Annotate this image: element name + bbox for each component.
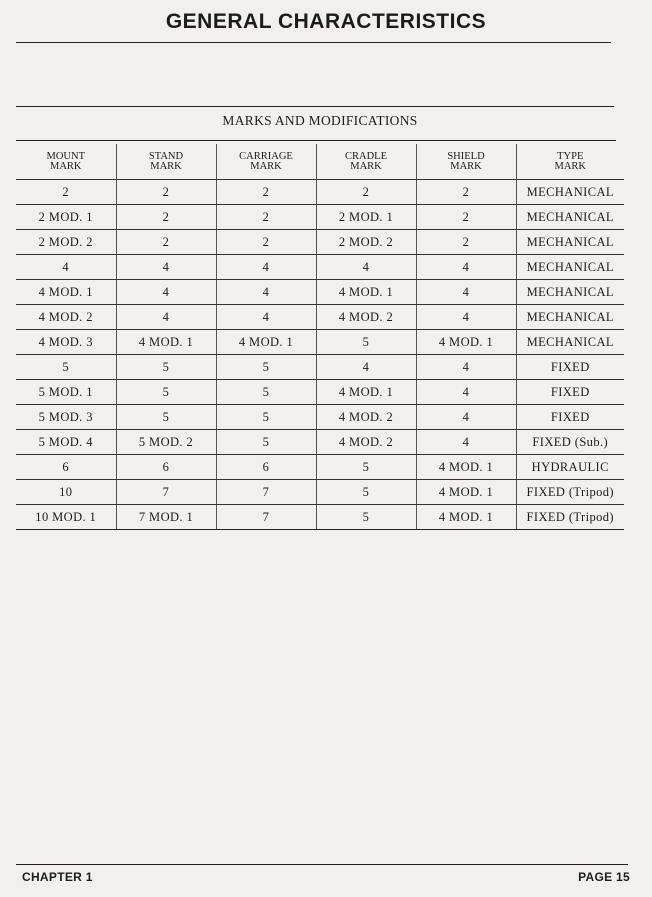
section-title: MARKS AND MODIFICATIONS	[222, 113, 418, 128]
table-cell: 2	[416, 180, 516, 205]
table-cell: 4 MOD. 2	[316, 305, 416, 330]
table-row	[16, 455, 624, 480]
table-cell: FIXED	[516, 405, 624, 430]
table-cell: 4	[116, 255, 216, 280]
table-row	[16, 430, 624, 455]
table-row	[16, 205, 624, 230]
table-cell: 4 MOD. 1	[16, 280, 116, 305]
section-top-rule	[16, 106, 614, 107]
table-cell: 7	[216, 505, 316, 530]
table-cell: 5	[116, 380, 216, 405]
table-cell: 2 MOD. 2	[16, 230, 116, 255]
table-cell: 4	[416, 355, 516, 380]
footer-rule	[16, 864, 628, 865]
marks-table	[16, 144, 624, 530]
table-cell: 5	[216, 380, 316, 405]
table-cell: 4	[416, 280, 516, 305]
table-cell: FIXED	[516, 355, 624, 380]
table-cell: 4 MOD. 1	[116, 330, 216, 355]
table-cell: 6	[216, 455, 316, 480]
column-header-line1: SHIELD	[447, 150, 485, 162]
table-cell: 4 MOD. 1	[416, 330, 516, 355]
header-row	[16, 144, 624, 180]
table-cell: 2	[216, 205, 316, 230]
table-row	[16, 305, 624, 330]
table-cell: MECHANICAL	[516, 305, 624, 330]
table-row	[16, 255, 624, 280]
table-cell: 2	[416, 230, 516, 255]
section-bottom-rule	[16, 140, 616, 141]
table-cell: 4 MOD. 1	[416, 505, 516, 530]
table-cell: 7	[216, 480, 316, 505]
column-header-line1: CRADLE	[345, 150, 387, 162]
table-row	[16, 230, 624, 255]
column-header	[16, 144, 116, 180]
table-cell: 4	[416, 430, 516, 455]
table-cell: MECHANICAL	[516, 280, 624, 305]
table-cell: 4	[416, 255, 516, 280]
table-cell: 5	[216, 430, 316, 455]
table-cell: 10 MOD. 1	[16, 505, 116, 530]
table-cell: 5 MOD. 2	[116, 430, 216, 455]
table-cell: MECHANICAL	[516, 180, 624, 205]
table-cell: 5 MOD. 4	[16, 430, 116, 455]
table-cell: 4 MOD. 2	[16, 305, 116, 330]
table-cell: FIXED (Tripod)	[516, 505, 624, 530]
table-cell: FIXED	[516, 380, 624, 405]
column-header-line2: MARK	[49, 160, 82, 172]
column-header-line2: MARK	[554, 160, 586, 172]
marks-table-header	[16, 144, 624, 180]
table-cell: 7 MOD. 1	[116, 505, 216, 530]
table-cell: HYDRAULIC	[516, 455, 624, 480]
column-header	[516, 144, 624, 180]
table-cell: 4	[416, 405, 516, 430]
column-header-line1: TYPE	[557, 150, 584, 162]
table-cell: 10	[16, 480, 116, 505]
chapter-label: CHAPTER 1	[22, 870, 93, 884]
table-cell: 4 MOD. 2	[316, 430, 416, 455]
table-cell: 4	[216, 255, 316, 280]
table-cell: MECHANICAL	[516, 230, 624, 255]
table-cell: 2	[416, 205, 516, 230]
table-cell: 4 MOD. 1	[316, 280, 416, 305]
title-rule	[16, 42, 611, 43]
column-header	[416, 144, 516, 180]
table-cell: 5	[216, 405, 316, 430]
table-cell: 6	[116, 455, 216, 480]
table-cell: 5	[316, 505, 416, 530]
table-cell: FIXED (Sub.)	[516, 430, 624, 455]
table-cell: 2	[216, 230, 316, 255]
table-cell: 4	[16, 255, 116, 280]
table-cell: 4	[116, 280, 216, 305]
table-cell: FIXED (Tripod)	[516, 480, 624, 505]
table-cell: 2	[116, 205, 216, 230]
table-cell: 5	[316, 455, 416, 480]
table-cell: 5	[316, 330, 416, 355]
column-header-line1: STAND	[148, 150, 184, 162]
table-cell: 4	[416, 305, 516, 330]
table-row	[16, 330, 624, 355]
table-cell: 2 MOD. 1	[16, 205, 116, 230]
table-cell: 4 MOD. 2	[316, 405, 416, 430]
column-header-line2: MARK	[350, 160, 382, 172]
column-header-line2: MARK	[250, 160, 282, 172]
table-cell: 2	[116, 230, 216, 255]
table-row	[16, 355, 624, 380]
table-cell: 2 MOD. 2	[316, 230, 416, 255]
table-row	[16, 180, 624, 205]
table-cell: 4 MOD. 1	[416, 480, 516, 505]
table-cell: 5	[216, 355, 316, 380]
table-cell: 5	[16, 355, 116, 380]
table-cell: 4 MOD. 1	[416, 455, 516, 480]
table-cell: 5 MOD. 3	[16, 405, 116, 430]
table-cell: 4	[116, 305, 216, 330]
table-cell: 5	[116, 405, 216, 430]
table-cell: 2	[216, 180, 316, 205]
column-header-line1: CARRIAGE	[239, 150, 293, 162]
table-cell: 5	[316, 480, 416, 505]
table-cell: 5	[116, 355, 216, 380]
table-row	[16, 280, 624, 305]
table-cell: 4 MOD. 3	[16, 330, 116, 355]
table-cell: 6	[16, 455, 116, 480]
column-header-line1: MOUNT	[46, 150, 85, 162]
table-cell: 2	[316, 180, 416, 205]
table-cell: 4	[316, 255, 416, 280]
marks-table-body	[16, 180, 624, 530]
table-cell: 2	[16, 180, 116, 205]
table-cell: 7	[116, 480, 216, 505]
column-header-line2: MARK	[150, 160, 182, 172]
table-row	[16, 405, 624, 430]
table-row	[16, 480, 624, 505]
table-cell: MECHANICAL	[516, 205, 624, 230]
column-header-line2: MARK	[450, 160, 482, 172]
table-row	[16, 505, 624, 530]
table-cell: 4	[216, 305, 316, 330]
table-row	[16, 380, 624, 405]
table-cell: 4	[416, 380, 516, 405]
column-header	[316, 144, 416, 180]
table-cell: 4 MOD. 1	[316, 380, 416, 405]
column-header	[216, 144, 316, 180]
table-cell: MECHANICAL	[516, 330, 624, 355]
table-cell: MECHANICAL	[516, 255, 624, 280]
page-title: GENERAL CHARACTERISTICS	[165, 10, 487, 33]
table-cell: 2 MOD. 1	[316, 205, 416, 230]
table-cell: 2	[116, 180, 216, 205]
page-number: PAGE 15	[578, 870, 630, 884]
column-header	[116, 144, 216, 180]
table-cell: 4	[216, 280, 316, 305]
table-cell: 4 MOD. 1	[216, 330, 316, 355]
table-cell: 5 MOD. 1	[16, 380, 116, 405]
table-cell: 4	[316, 355, 416, 380]
